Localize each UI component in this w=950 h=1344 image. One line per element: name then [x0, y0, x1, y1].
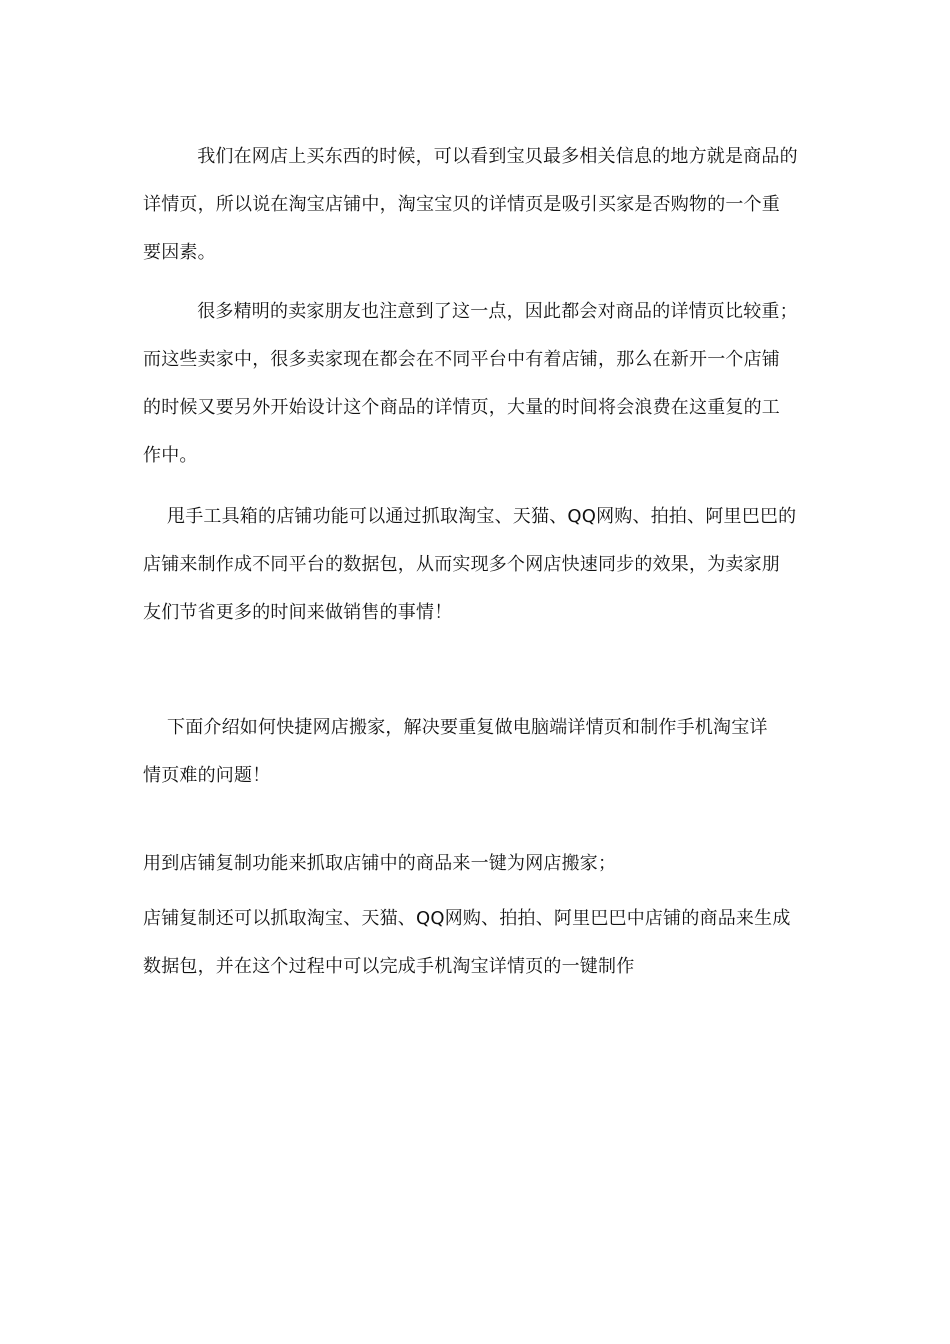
paragraph-4 — [143, 716, 813, 764]
paragraph-line: 甩手工具箱的店铺功能可以通过抓取淘宝、天猫、QQ网购、拍拍、阿里巴巴的 — [167, 506, 797, 527]
paragraph-3-continued — [143, 553, 813, 625]
paragraph-line: 用到店铺复制功能来抓取店铺中的商品来一键为网店搬家； — [143, 853, 617, 874]
paragraph-line: 作中。 — [143, 445, 198, 466]
paragraph-line: 数据包，并在这个过程中可以完成手机淘宝详情页的一键制作 — [143, 956, 635, 977]
paragraph-line: 我们在网店上买东西的时候，可以看到宝贝最多相关信息的地方就是商品的 — [179, 146, 798, 167]
paragraph-1 — [143, 145, 813, 193]
paragraph-line: 店铺来制作成不同平台的数据包，从而实现多个网店快速同步的效果，为卖家朋 — [143, 554, 780, 575]
paragraph-line: 友们节省更多的时间来做销售的事情！ — [143, 602, 453, 623]
paragraph-1-continued — [143, 193, 813, 265]
paragraph-3 — [143, 505, 813, 553]
paragraph-4-continued — [143, 764, 813, 788]
paragraph-6 — [143, 907, 813, 979]
paragraph-line: 的时候又要另外开始设计这个商品的详情页，大量的时间将会浪费在这重复的工 — [143, 397, 780, 418]
paragraph-line: 店铺复制还可以抓取淘宝、天猫、QQ网购、拍拍、阿里巴巴中店铺的商品来生成 — [143, 908, 791, 929]
paragraph-line: 详情页，所以说在淘宝店铺中，淘宝宝贝的详情页是吸引买家是否购物的一个重 — [143, 194, 780, 215]
paragraph-line: 很多精明的卖家朋友也注意到了这一点，因此都会对商品的详情页比较重； — [179, 301, 798, 322]
paragraph-5 — [143, 852, 813, 876]
paragraph-line: 下面介绍如何快捷网店搬家，解决要重复做电脑端详情页和制作手机淘宝详 — [167, 717, 768, 738]
paragraph-line: 要因素。 — [143, 242, 216, 263]
paragraph-2-continued — [143, 348, 813, 468]
paragraph-2 — [143, 300, 813, 348]
paragraph-line: 而这些卖家中，很多卖家现在都会在不同平台中有着店铺，那么在新开一个店铺 — [143, 349, 780, 370]
paragraph-line: 情页难的问题！ — [143, 765, 271, 786]
